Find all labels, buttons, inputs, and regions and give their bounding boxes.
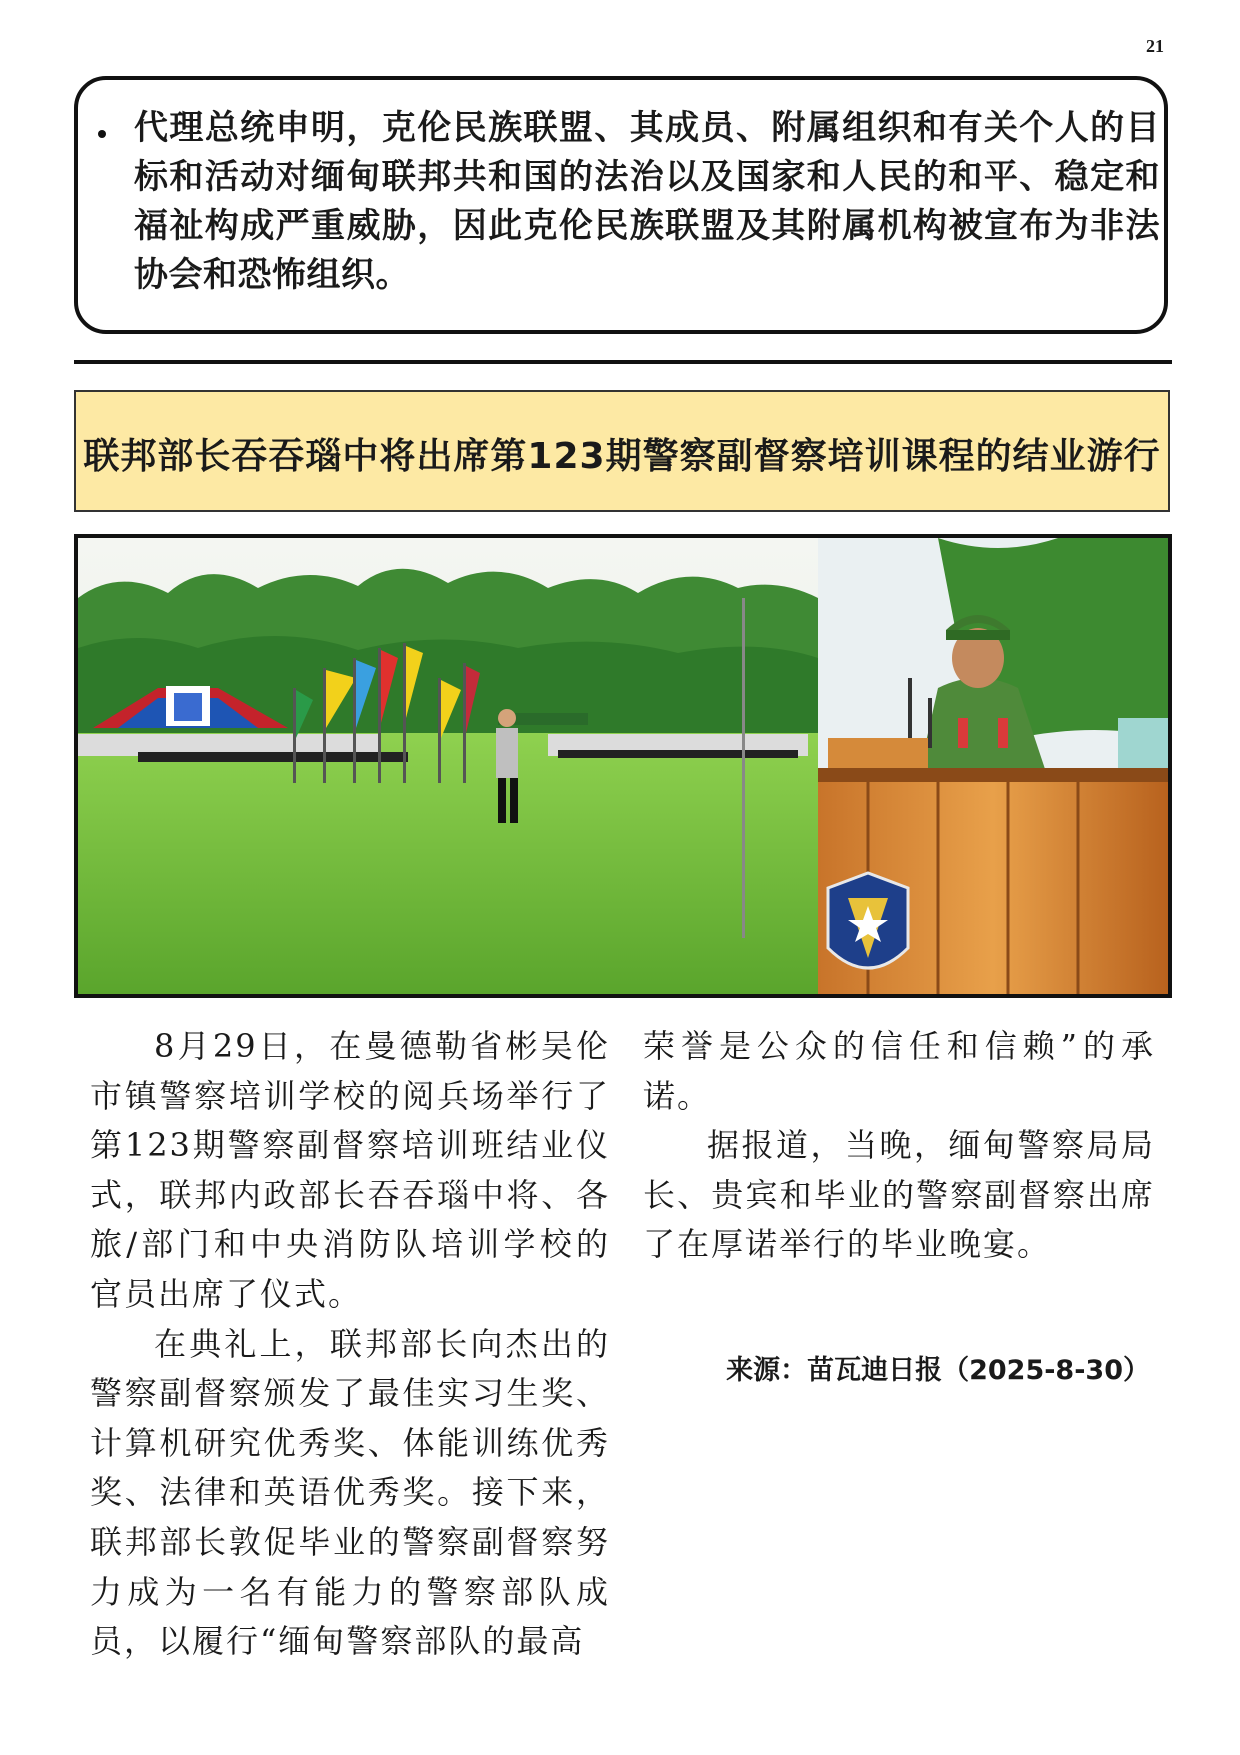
article-photo	[74, 534, 1172, 998]
article-column-right	[643, 1022, 1155, 1270]
notice-box	[74, 76, 1168, 334]
article-paragraph: 在典礼上，联邦部长向杰出的警察副督察颁发了最佳实习生奖、计算机研究优秀奖、体能训练优秀奖、法律和英语优秀奖。接下来，联邦部长敦促毕业的警察副督察努力成为一名有能力的警察部队成员，以履行“缅甸警察部队的最高	[90, 1324, 610, 1661]
article-paragraph: 据报道，当晚，缅甸警察局局长、贵宾和毕业的警察副督察出席了在厚诺举行的毕业晚宴。	[643, 1126, 1155, 1264]
notice-text: 代理总统申明，克伦民族联盟、其成员、附属组织和有关个人的目标和活动对缅甸联邦共和国的法治以及国家和人民的和平、稳定和福祉构成严重威胁，因此克伦民族联盟及其附属机构被宣布为非法协会和恐怖组织。	[134, 108, 1160, 295]
headline-banner	[74, 390, 1170, 512]
page-number: 21	[1146, 36, 1164, 56]
parade-ceremony-photo	[78, 538, 1168, 994]
article-headline: 联邦部长吞吞瑙中将出席第123期警察副督察培训课程的结业游行	[83, 436, 1161, 477]
section-divider	[74, 360, 1172, 364]
bullet-icon	[98, 130, 106, 138]
article-source: 来源：苗瓦迪日报（2025-8-30）	[726, 1355, 1150, 1386]
article-column-left	[90, 1022, 610, 1667]
article-paragraph: 8月29日，在曼德勒省彬吴伦市镇警察培训学校的阅兵场举行了第123期警察副督察培训班结业仪式，联邦内政部长吞吞瑙中将、各旅/部门和中央消防队培训学校的官员出席了仪式。	[90, 1027, 610, 1313]
article-paragraph: 荣誉是公众的信任和信赖”的承诺。	[643, 1027, 1155, 1115]
